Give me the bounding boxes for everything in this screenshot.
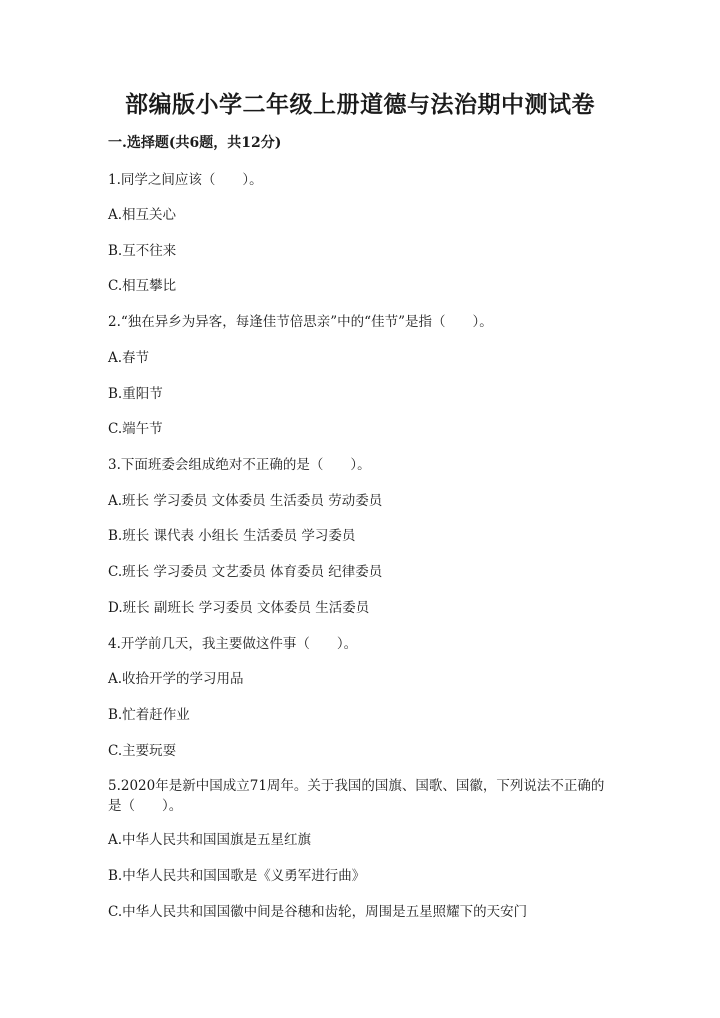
question-4-stem: 4.开学前几天，我主要做这件事（ ）。 bbox=[108, 636, 358, 652]
question-3-stem: 3.下面班委会组成绝对不正确的是（ ）。 bbox=[108, 457, 371, 473]
question-2-option-c: C.端午节 bbox=[108, 421, 163, 437]
section-heading: 一.选择题(共6题，共12分) bbox=[108, 135, 282, 151]
exam-title: 部编版小学二年级上册道德与法治期中测试卷 bbox=[125, 91, 595, 118]
question-4-option-a: A.收拾开学的学习用品 bbox=[108, 671, 244, 687]
question-5-option-c: C.中华人民共和国国徽中间是谷穗和齿轮，周围是五星照耀下的天安门 bbox=[108, 904, 528, 920]
question-2-option-a: A.春节 bbox=[108, 350, 150, 366]
question-2-stem: 2.“独在异乡为异客，每逢佳节倍思亲”中的“佳节”是指（ ）。 bbox=[108, 314, 493, 330]
question-5-option-a: A.中华人民共和国国旗是五星红旗 bbox=[108, 832, 312, 848]
question-5-stem: 5.2020年是新中国成立71周年。关于我国的国旗、国歌、国徽，下列说法不正确的是（ ）。 bbox=[108, 778, 605, 814]
question-3-option-b: B.班长 课代表 小组长 生活委员 学习委员 bbox=[108, 528, 356, 544]
question-3-option-c: C.班长 学习委员 文艺委员 体育委员 纪律委员 bbox=[108, 564, 383, 580]
question-4-option-b: B.忙着赶作业 bbox=[108, 707, 190, 723]
question-2-option-b: B.重阳节 bbox=[108, 386, 163, 402]
question-4-option-c: C.主要玩耍 bbox=[108, 743, 177, 759]
question-1-option-c: C.相互攀比 bbox=[108, 278, 177, 294]
question-1-option-b: B.互不往来 bbox=[108, 243, 177, 259]
question-5-option-b: B.中华人民共和国国歌是《义勇军进行曲》 bbox=[108, 868, 366, 884]
question-3-option-a: A.班长 学习委员 文体委员 生活委员 劳动委员 bbox=[108, 493, 383, 509]
question-1-option-a: A.相互关心 bbox=[108, 207, 177, 223]
question-3-option-d: D.班长 副班长 学习委员 文体委员 生活委员 bbox=[108, 600, 370, 616]
question-1-stem: 1.同学之间应该（ ）。 bbox=[108, 172, 263, 188]
